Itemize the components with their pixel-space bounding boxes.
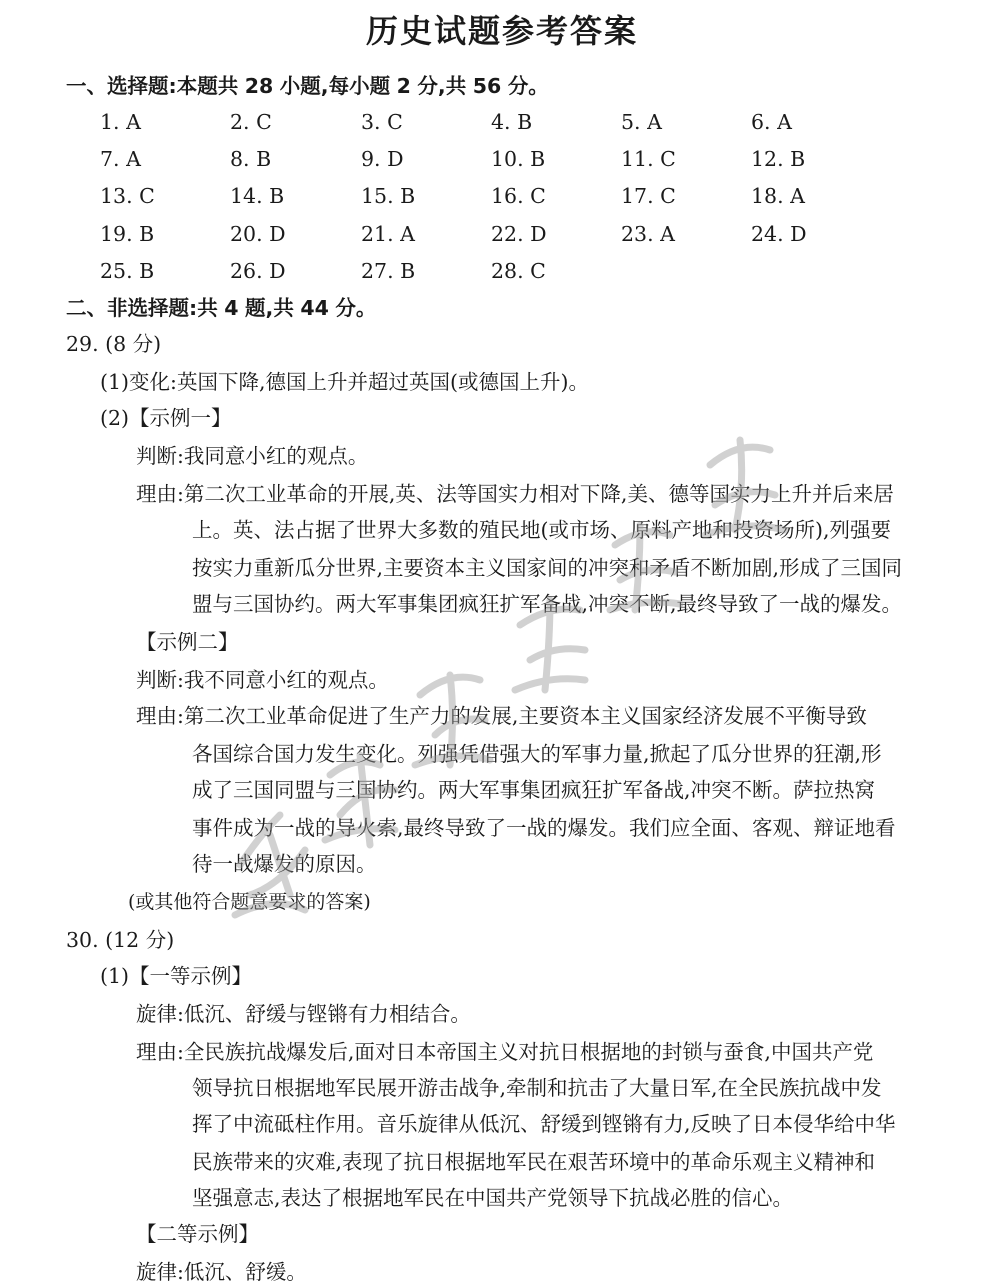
q29-example2-reason-line: 各国综合国力发生变化。列强凭借强大的军事力量,掀起了瓜分世界的狂潮,形 [192,742,882,766]
section2-heading: 二、非选择题:共 4 题,共 44 分。 [66,296,377,320]
answer-item: 3. C [361,110,403,134]
answer-row [100,257,920,294]
q30-reason-line: 领导抗日根据地军民展开游击战争,牵制和抗击了大量日军,在全民族抗战中发 [192,1076,882,1100]
answer-item: 16. C [491,184,546,209]
q29-header: 29. (8 分) [66,332,162,356]
q30-part1: (1)【一等示例】 [100,964,253,988]
q29-example2-reason-line: 成了三国同盟与三国协约。两大军事集团疯狂扩军备战,冲突不断。萨拉热窝 [192,778,876,802]
page-title: 历史试题参考答案 [365,12,638,50]
answer-item: 25. B [100,258,155,283]
answer-item: 7. A [100,147,141,172]
answer-item: 28. C [491,258,546,283]
answer-item: 23. A [621,221,675,246]
answer-item: 5. A [621,110,662,134]
answer-item: 6. A [751,110,792,134]
q29-example1-judgement: 判断:我同意小红的观点。 [136,444,369,468]
q29-example2-reason-line: 理由:第二次工业革命促进了生产力的发展,主要资本主义国家经济发展不平衡导致 [136,704,867,728]
q30-header: 30. (12 分) [66,928,175,952]
q29-example1-reason-line: 理由:第二次工业革命的开展,英、法等国实力相对下降,美、德等国实力上升并后来居 [136,482,894,506]
answer-row [100,108,920,145]
q29-part2: (2)【示例一】 [100,406,232,430]
answer-item: 21. A [361,221,415,246]
answer-item: 15. B [361,184,416,209]
answer-item: 11. C [621,147,676,172]
q29-example2-reason-line: 待一战爆发的原因。 [192,852,377,876]
q30-reason-line: 理由:全民族抗战爆发后,面对日本帝国主义对抗日根据地的封锁与蚕食,中国共产党 [136,1040,874,1064]
answer-item: 10. B [491,147,546,172]
answer-item: 22. D [491,221,547,246]
answer-item: 12. B [751,147,806,172]
q30-reason-line: 挥了中流砥柱作用。音乐旋律从低沉、舒缓到铿锵有力,反映了日本侵华给中华 [192,1112,896,1136]
answer-item: 2. C [230,110,272,134]
q29-part1: (1)变化:英国下降,德国上升并超过英国(或德国上升)。 [100,370,589,394]
q29-example2-title: 【示例二】 [136,630,239,654]
answer-item: 27. B [361,258,416,283]
answer-item: 4. B [491,110,533,134]
q30-reason-line: 坚强意志,表达了根据地军民在中国共产党领导下抗战必胜的信心。 [192,1186,794,1210]
q29-example1-reason-line: 盟与三国协约。两大军事集团疯狂扩军备战,冲突不断,最终导致了一战的爆发。 [192,592,903,616]
q30-reason-line: 民族带来的灾难,表现了抗日根据地军民在艰苦环境中的革命乐观主义精神和 [192,1150,876,1174]
q30-melody-1: 旋律:低沉、舒缓与铿锵有力相结合。 [136,1002,471,1026]
answer-row [100,145,920,182]
answer-item: 14. B [230,184,285,209]
answer-row [100,182,920,219]
answer-item: 18. A [751,184,805,209]
q29-other-answers-note: (或其他符合题意要求的答案) [128,891,371,913]
answer-item: 19. B [100,221,155,246]
answer-item: 20. D [230,221,286,246]
answer-item: 13. C [100,184,155,209]
answer-grid [100,108,920,294]
answer-row [100,220,920,257]
q29-example2-reason-line: 事件成为一战的导火索,最终导致了一战的爆发。我们应全面、客观、辩证地看 [192,816,896,840]
q30-melody-2: 旋律:低沉、舒缓。 [136,1260,307,1284]
q30-example2-title: 【二等示例】 [136,1222,259,1246]
answer-item: 24. D [751,221,807,246]
q29-example1-reason-line: 上。英、法占据了世界大多数的殖民地(或市场、原料产地和投资场所),列强要 [192,518,892,542]
answer-item: 1. A [100,110,141,134]
answer-item: 26. D [230,258,286,283]
answer-item: 8. B [230,147,272,172]
q29-example2-judgement: 判断:我不同意小红的观点。 [136,668,389,692]
q29-example1-reason-line: 按实力重新瓜分世界,主要资本主义国家间的冲突和矛盾不断加剧,形成了三国同 [192,556,903,580]
answer-item: 9. D [361,147,404,172]
section1-heading: 一、选择题:本题共 28 小题,每小题 2 分,共 56 分。 [66,74,549,98]
answer-item: 17. C [621,184,676,209]
